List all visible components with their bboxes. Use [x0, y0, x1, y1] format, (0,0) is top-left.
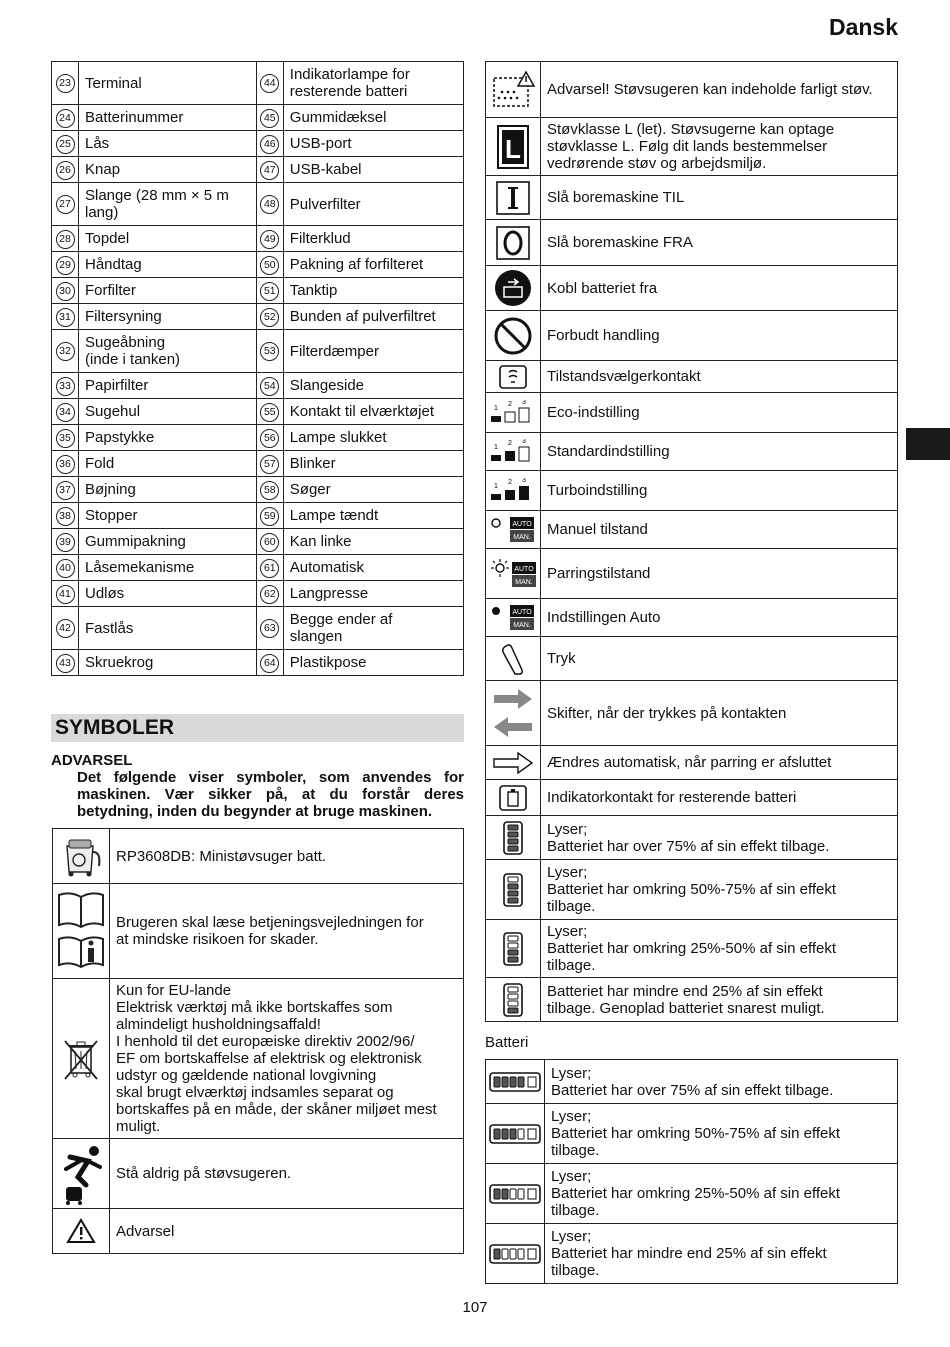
part-number: 64 [260, 654, 279, 673]
part-number: 40 [56, 559, 75, 578]
symbol-row [486, 978, 898, 1022]
part-number: 62 [260, 585, 279, 604]
part-row [52, 278, 464, 304]
mode-switch-icon [488, 364, 538, 390]
part-number: 26 [56, 161, 75, 180]
part-number-cell [256, 252, 283, 278]
part-number-cell [52, 581, 79, 607]
symbol-icon-cell [486, 1164, 545, 1224]
symbol-row [486, 1104, 898, 1164]
svg-text:AUTO: AUTO [512, 520, 532, 528]
part-label: Lampe tændt [283, 503, 463, 529]
part-number-cell [256, 183, 283, 226]
part-number-cell [256, 105, 283, 131]
side-tab-marker [906, 428, 950, 460]
parts-table [51, 61, 464, 676]
part-label: Filterklud [283, 226, 463, 252]
symbols-table-right [485, 61, 898, 1022]
part-row [52, 157, 464, 183]
part-number: 56 [260, 429, 279, 448]
symbol-row [486, 471, 898, 511]
symbol-description: Tilstandsvælgerkontakt [541, 361, 898, 393]
part-label: Udløs [79, 581, 257, 607]
auto-mode-icon [488, 604, 538, 632]
page-number: 107 [462, 1299, 488, 1316]
symbol-description: Stå aldrig på støvsugeren. [110, 1139, 464, 1209]
press-icon [488, 642, 538, 676]
manual-mode-icon [488, 516, 538, 544]
symbol-row [486, 920, 898, 978]
part-number-cell [256, 373, 283, 399]
part-row [52, 529, 464, 555]
arrow-right-icon [488, 751, 538, 775]
part-number: 47 [260, 161, 279, 180]
part-number: 57 [260, 455, 279, 474]
part-number: 23 [56, 74, 75, 93]
svg-text:MAN.: MAN. [513, 621, 531, 629]
symbol-row [486, 549, 898, 599]
part-number-cell [256, 477, 283, 503]
part-label: Fastlås [79, 607, 257, 650]
part-number-cell [256, 157, 283, 183]
battery-vertical-3-icon [488, 872, 538, 908]
part-number-cell [52, 451, 79, 477]
symbols-table-left [52, 828, 464, 1254]
part-row [52, 425, 464, 451]
symbol-description: Batteriet har mindre end 25% af sin effekt tilbage. Genoplad batteriet snarest muligt. [541, 978, 898, 1022]
part-number-cell [256, 131, 283, 157]
part-number-cell [256, 62, 283, 105]
battery-label: Batteri [485, 1034, 529, 1051]
symbols-heading: SYMBOLER [51, 714, 464, 742]
symbol-icon-cell [486, 471, 541, 511]
part-number: 25 [56, 135, 75, 154]
symbol-row [486, 62, 898, 118]
part-label: Håndtag [79, 252, 257, 278]
part-row [52, 607, 464, 650]
symbol-description: Slå boremaskine FRA [541, 220, 898, 266]
symbol-icon-cell [486, 393, 541, 433]
symbol-icon-cell [486, 433, 541, 471]
disconnect-battery-icon [488, 269, 538, 307]
switch-on-icon [488, 180, 538, 216]
symbol-icon-cell [486, 361, 541, 393]
battery-horizontal-3-icon [488, 1123, 542, 1145]
part-label: Papirfilter [79, 373, 257, 399]
symbol-row [486, 637, 898, 681]
part-row [52, 183, 464, 226]
turbo-mode-icon [488, 478, 538, 504]
symbol-icon-cell [486, 978, 541, 1022]
symbol-row [486, 780, 898, 816]
part-number: 46 [260, 135, 279, 154]
part-number: 28 [56, 230, 75, 249]
battery-horizontal-4-icon [488, 1071, 542, 1093]
dust-class-l-icon [488, 124, 538, 170]
part-number-cell [52, 503, 79, 529]
part-label: Topdel [79, 226, 257, 252]
symbol-description: RP3608DB: Ministøvsuger batt. [110, 829, 464, 884]
part-number: 60 [260, 533, 279, 552]
symbol-icon-cell [486, 1224, 545, 1284]
part-label: Filterdæmper [283, 330, 463, 373]
prohibited-icon [488, 316, 538, 356]
symbol-description: Advarsel [110, 1209, 464, 1254]
symbol-row [486, 176, 898, 220]
part-number-cell [256, 529, 283, 555]
part-row [52, 503, 464, 529]
symbol-row [53, 1139, 464, 1209]
part-row [52, 581, 464, 607]
part-label: Skruekrog [79, 650, 257, 676]
part-row [52, 330, 464, 373]
battery-horizontal-2-icon [488, 1183, 542, 1205]
part-number: 35 [56, 429, 75, 448]
part-number-cell [52, 62, 79, 105]
symbol-description: Lyser; Batteriet har omkring 25%-50% af sin effekt tilbage. [541, 920, 898, 978]
symbol-row [486, 681, 898, 746]
battery-table [485, 1059, 898, 1284]
part-number-cell [256, 330, 283, 373]
symbol-description: Kun for EU-lande Elektrisk værktøj må ikke bortskaffes som almindeligt husholdningsaffald! I henhold til det europæiske direktiv 2002/96/ EF om bortskaffelse af elektrisk og elektronisk udstyr og gældende national lovgivning skal brugt elværktøj indsamles separat og bortskaffes på en måde, der skåner miljøet mest muligt. [110, 979, 464, 1139]
battery-vertical-1-icon [488, 982, 538, 1018]
symbol-row [486, 746, 898, 780]
symbol-row [53, 979, 464, 1139]
symbol-icon-cell [486, 118, 541, 176]
part-label: Sugeåbning (inde i tanken) [79, 330, 257, 373]
part-label: Automatisk [283, 555, 463, 581]
symbol-row [486, 1224, 898, 1284]
symbol-row [486, 511, 898, 549]
symbol-icon-cell [486, 860, 541, 920]
weee-bin-icon [55, 1037, 107, 1081]
part-number-cell [52, 477, 79, 503]
symbol-icon-cell [53, 884, 110, 979]
symbol-icon-cell [486, 746, 541, 780]
part-number-cell [256, 581, 283, 607]
part-number: 43 [56, 654, 75, 673]
part-label: Kan linke [283, 529, 463, 555]
part-row [52, 555, 464, 581]
svg-text:2: 2 [508, 400, 512, 408]
svg-text:1: 1 [494, 482, 498, 490]
symbol-description: Tryk [541, 637, 898, 681]
part-number: 59 [260, 507, 279, 526]
part-number: 49 [260, 230, 279, 249]
symbol-icon-cell [486, 637, 541, 681]
symbol-icon-cell [486, 780, 541, 816]
part-label: Terminal [79, 62, 257, 105]
part-number-cell [52, 105, 79, 131]
part-number-cell [52, 399, 79, 425]
part-number: 53 [260, 342, 279, 361]
part-number-cell [256, 607, 283, 650]
part-row [52, 226, 464, 252]
symbol-row [486, 361, 898, 393]
symbol-icon-cell [486, 1060, 545, 1104]
part-label: Langpresse [283, 581, 463, 607]
part-row [52, 451, 464, 477]
part-number: 27 [56, 195, 75, 214]
symbol-row [486, 393, 898, 433]
eco-mode-icon [488, 400, 538, 426]
part-label: Sugehul [79, 399, 257, 425]
svg-text:3: 3 [522, 477, 526, 484]
part-number-cell [256, 399, 283, 425]
pairing-mode-icon [488, 558, 538, 590]
part-label: Batterinummer [79, 105, 257, 131]
part-label: Bunden af pulverfiltret [283, 304, 463, 330]
part-label: Plastikpose [283, 650, 463, 676]
symbol-icon-cell [486, 220, 541, 266]
symbol-icon-cell [486, 62, 541, 118]
symbol-description: Turboindstilling [541, 471, 898, 511]
symbol-description: Indikatorkontakt for resterende batteri [541, 780, 898, 816]
symbol-row [486, 1164, 898, 1224]
symbol-description: Støvklasse L (let). Støvsugerne kan optage støvklasse L. Følg dit lands bestemmelser vedrørende støv og arbejdsmiljø. [541, 118, 898, 176]
part-number: 54 [260, 377, 279, 396]
symbol-row [486, 433, 898, 471]
svg-text:AUTO: AUTO [514, 565, 534, 573]
part-number-cell [256, 650, 283, 676]
part-label: Slangeside [283, 373, 463, 399]
manual-icon [55, 887, 107, 975]
part-number: 58 [260, 481, 279, 500]
symbol-icon-cell [486, 176, 541, 220]
symbol-icon-cell [486, 311, 541, 361]
symbol-row [486, 816, 898, 860]
battery-horizontal-1-icon [488, 1243, 542, 1265]
symbol-row [53, 1209, 464, 1254]
part-row [52, 304, 464, 330]
symbol-description: Lyser; Batteriet har omkring 50%-75% af sin effekt tilbage. [545, 1104, 898, 1164]
part-label: Begge ender af slangen [283, 607, 463, 650]
standard-mode-icon [488, 439, 538, 465]
part-label: USB-port [283, 131, 463, 157]
symbol-description: Lyser; Batteriet har omkring 50%-75% af sin effekt tilbage. [541, 860, 898, 920]
no-stand-icon [55, 1143, 107, 1205]
part-number-cell [52, 278, 79, 304]
part-label: Fold [79, 451, 257, 477]
symbol-icon-cell [53, 829, 110, 884]
svg-text:L: L [505, 133, 521, 164]
symbol-description: Ændres automatisk, når parring er afsluttet [541, 746, 898, 780]
part-row [52, 62, 464, 105]
symbol-row [486, 266, 898, 311]
part-label: Knap [79, 157, 257, 183]
svg-text:AUTO: AUTO [512, 608, 532, 616]
part-number: 51 [260, 282, 279, 301]
symbol-description: Standardindstilling [541, 433, 898, 471]
part-number: 63 [260, 619, 279, 638]
symbol-description: Lyser; Batteriet har omkring 25%-50% af sin effekt tilbage. [545, 1164, 898, 1224]
part-label: Filtersyning [79, 304, 257, 330]
symbol-row [486, 860, 898, 920]
symbol-description: Eco-indstilling [541, 393, 898, 433]
symbol-description: Lyser; Batteriet har mindre end 25% af sin effekt tilbage. [545, 1224, 898, 1284]
vacuum-icon [55, 834, 107, 878]
svg-text:MAN.: MAN. [515, 578, 533, 586]
warning-title: ADVARSEL [51, 752, 133, 769]
part-number-cell [52, 555, 79, 581]
battery-vertical-2-icon [488, 931, 538, 967]
part-row [52, 477, 464, 503]
symbol-description: Brugeren skal læse betjeningsvejledningen for at mindske risikoen for skader. [110, 884, 464, 979]
part-number-cell [256, 425, 283, 451]
part-number: 32 [56, 342, 75, 361]
symbol-description: Advarsel! Støvsugeren kan indeholde farligt støv. [541, 62, 898, 118]
part-number-cell [52, 157, 79, 183]
part-number-cell [52, 330, 79, 373]
part-label: Forfilter [79, 278, 257, 304]
part-number-cell [52, 529, 79, 555]
symbol-icon-cell [486, 816, 541, 860]
part-label: Lampe slukket [283, 425, 463, 451]
symbol-icon-cell [486, 920, 541, 978]
switch-off-icon [488, 225, 538, 261]
battery-vertical-4-icon [488, 820, 538, 856]
part-number: 41 [56, 585, 75, 604]
part-label: Stopper [79, 503, 257, 529]
part-number: 29 [56, 256, 75, 275]
part-number: 44 [260, 74, 279, 93]
svg-text:1: 1 [494, 443, 498, 451]
part-row [52, 399, 464, 425]
part-number: 24 [56, 109, 75, 128]
part-number-cell [52, 252, 79, 278]
switch-arrows-icon [488, 685, 538, 741]
dust-warning-icon [488, 70, 538, 110]
part-number: 48 [260, 195, 279, 214]
part-number-cell [256, 304, 283, 330]
symbol-icon-cell [486, 511, 541, 549]
part-number: 45 [260, 109, 279, 128]
part-label: Gummipakning [79, 529, 257, 555]
symbol-description: Skifter, når der trykkes på kontakten [541, 681, 898, 746]
warning-triangle-icon [55, 1217, 107, 1245]
page-language: Dansk [828, 14, 898, 40]
part-number-cell [52, 226, 79, 252]
part-row [52, 650, 464, 676]
part-label: Papstykke [79, 425, 257, 451]
part-label: Lås [79, 131, 257, 157]
part-label: Pakning af forfilteret [283, 252, 463, 278]
symbol-icon-cell [486, 681, 541, 746]
part-number: 55 [260, 403, 279, 422]
part-number: 50 [260, 256, 279, 275]
symbol-icon-cell [53, 1209, 110, 1254]
symbol-description: Lyser; Batteriet har over 75% af sin effekt tilbage. [545, 1060, 898, 1104]
symbol-description: Slå boremaskine TIL [541, 176, 898, 220]
symbol-row [486, 1060, 898, 1104]
part-number-cell [52, 304, 79, 330]
symbol-row [486, 311, 898, 361]
part-label: Blinker [283, 451, 463, 477]
part-number: 37 [56, 481, 75, 500]
part-label: Gummidæksel [283, 105, 463, 131]
part-number: 38 [56, 507, 75, 526]
symbol-description: Indstillingen Auto [541, 599, 898, 637]
svg-text:3: 3 [522, 438, 526, 445]
part-number-cell [52, 425, 79, 451]
symbol-icon-cell [53, 979, 110, 1139]
part-label: Slange (28 mm × 5 m lang) [79, 183, 257, 226]
part-number: 61 [260, 559, 279, 578]
symbol-row [486, 599, 898, 637]
part-number-cell [256, 278, 283, 304]
symbol-description: Forbudt handling [541, 311, 898, 361]
part-number: 31 [56, 308, 75, 327]
warning-text: Det følgende viser symboler, som anvendes for maskinen. Vær sikker på, at du forstår deres betydning, inden du begynder at bruge maskinen. [77, 769, 464, 820]
symbol-description: Lyser; Batteriet har over 75% af sin effekt tilbage. [541, 816, 898, 860]
part-number-cell [52, 650, 79, 676]
part-number: 33 [56, 377, 75, 396]
part-label: Kontakt til elværktøjet [283, 399, 463, 425]
part-number-cell [256, 451, 283, 477]
symbol-row [53, 829, 464, 884]
part-number: 34 [56, 403, 75, 422]
symbol-description: Parringstilstand [541, 549, 898, 599]
svg-text:3: 3 [522, 399, 526, 406]
part-label: Søger [283, 477, 463, 503]
battery-indicator-switch-icon [488, 784, 538, 812]
part-label: Bøjning [79, 477, 257, 503]
part-number-cell [52, 373, 79, 399]
svg-text:MAN.: MAN. [513, 533, 531, 541]
symbol-icon-cell [486, 266, 541, 311]
part-label: Pulverfilter [283, 183, 463, 226]
svg-text:2: 2 [508, 439, 512, 447]
part-row [52, 105, 464, 131]
symbol-description: Manuel tilstand [541, 511, 898, 549]
part-number-cell [256, 503, 283, 529]
symbol-description: Kobl batteriet fra [541, 266, 898, 311]
part-row [52, 373, 464, 399]
symbol-icon-cell [486, 549, 541, 599]
part-row [52, 131, 464, 157]
part-number-cell [52, 607, 79, 650]
part-label: Låsemekanisme [79, 555, 257, 581]
part-number: 39 [56, 533, 75, 552]
part-number-cell [52, 131, 79, 157]
part-number: 42 [56, 619, 75, 638]
part-label: Indikatorlampe for resterende batteri [283, 62, 463, 105]
symbol-icon-cell [486, 599, 541, 637]
symbol-row [486, 220, 898, 266]
part-row [52, 252, 464, 278]
svg-text:1: 1 [494, 404, 498, 412]
symbol-icon-cell [53, 1139, 110, 1209]
symbol-row [53, 884, 464, 979]
svg-text:2: 2 [508, 478, 512, 486]
symbol-icon-cell [486, 1104, 545, 1164]
part-number-cell [256, 555, 283, 581]
symbol-row [486, 118, 898, 176]
part-number-cell [52, 183, 79, 226]
part-number: 36 [56, 455, 75, 474]
part-number: 30 [56, 282, 75, 301]
part-number: 52 [260, 308, 279, 327]
part-label: Tanktip [283, 278, 463, 304]
part-label: USB-kabel [283, 157, 463, 183]
part-number-cell [256, 226, 283, 252]
